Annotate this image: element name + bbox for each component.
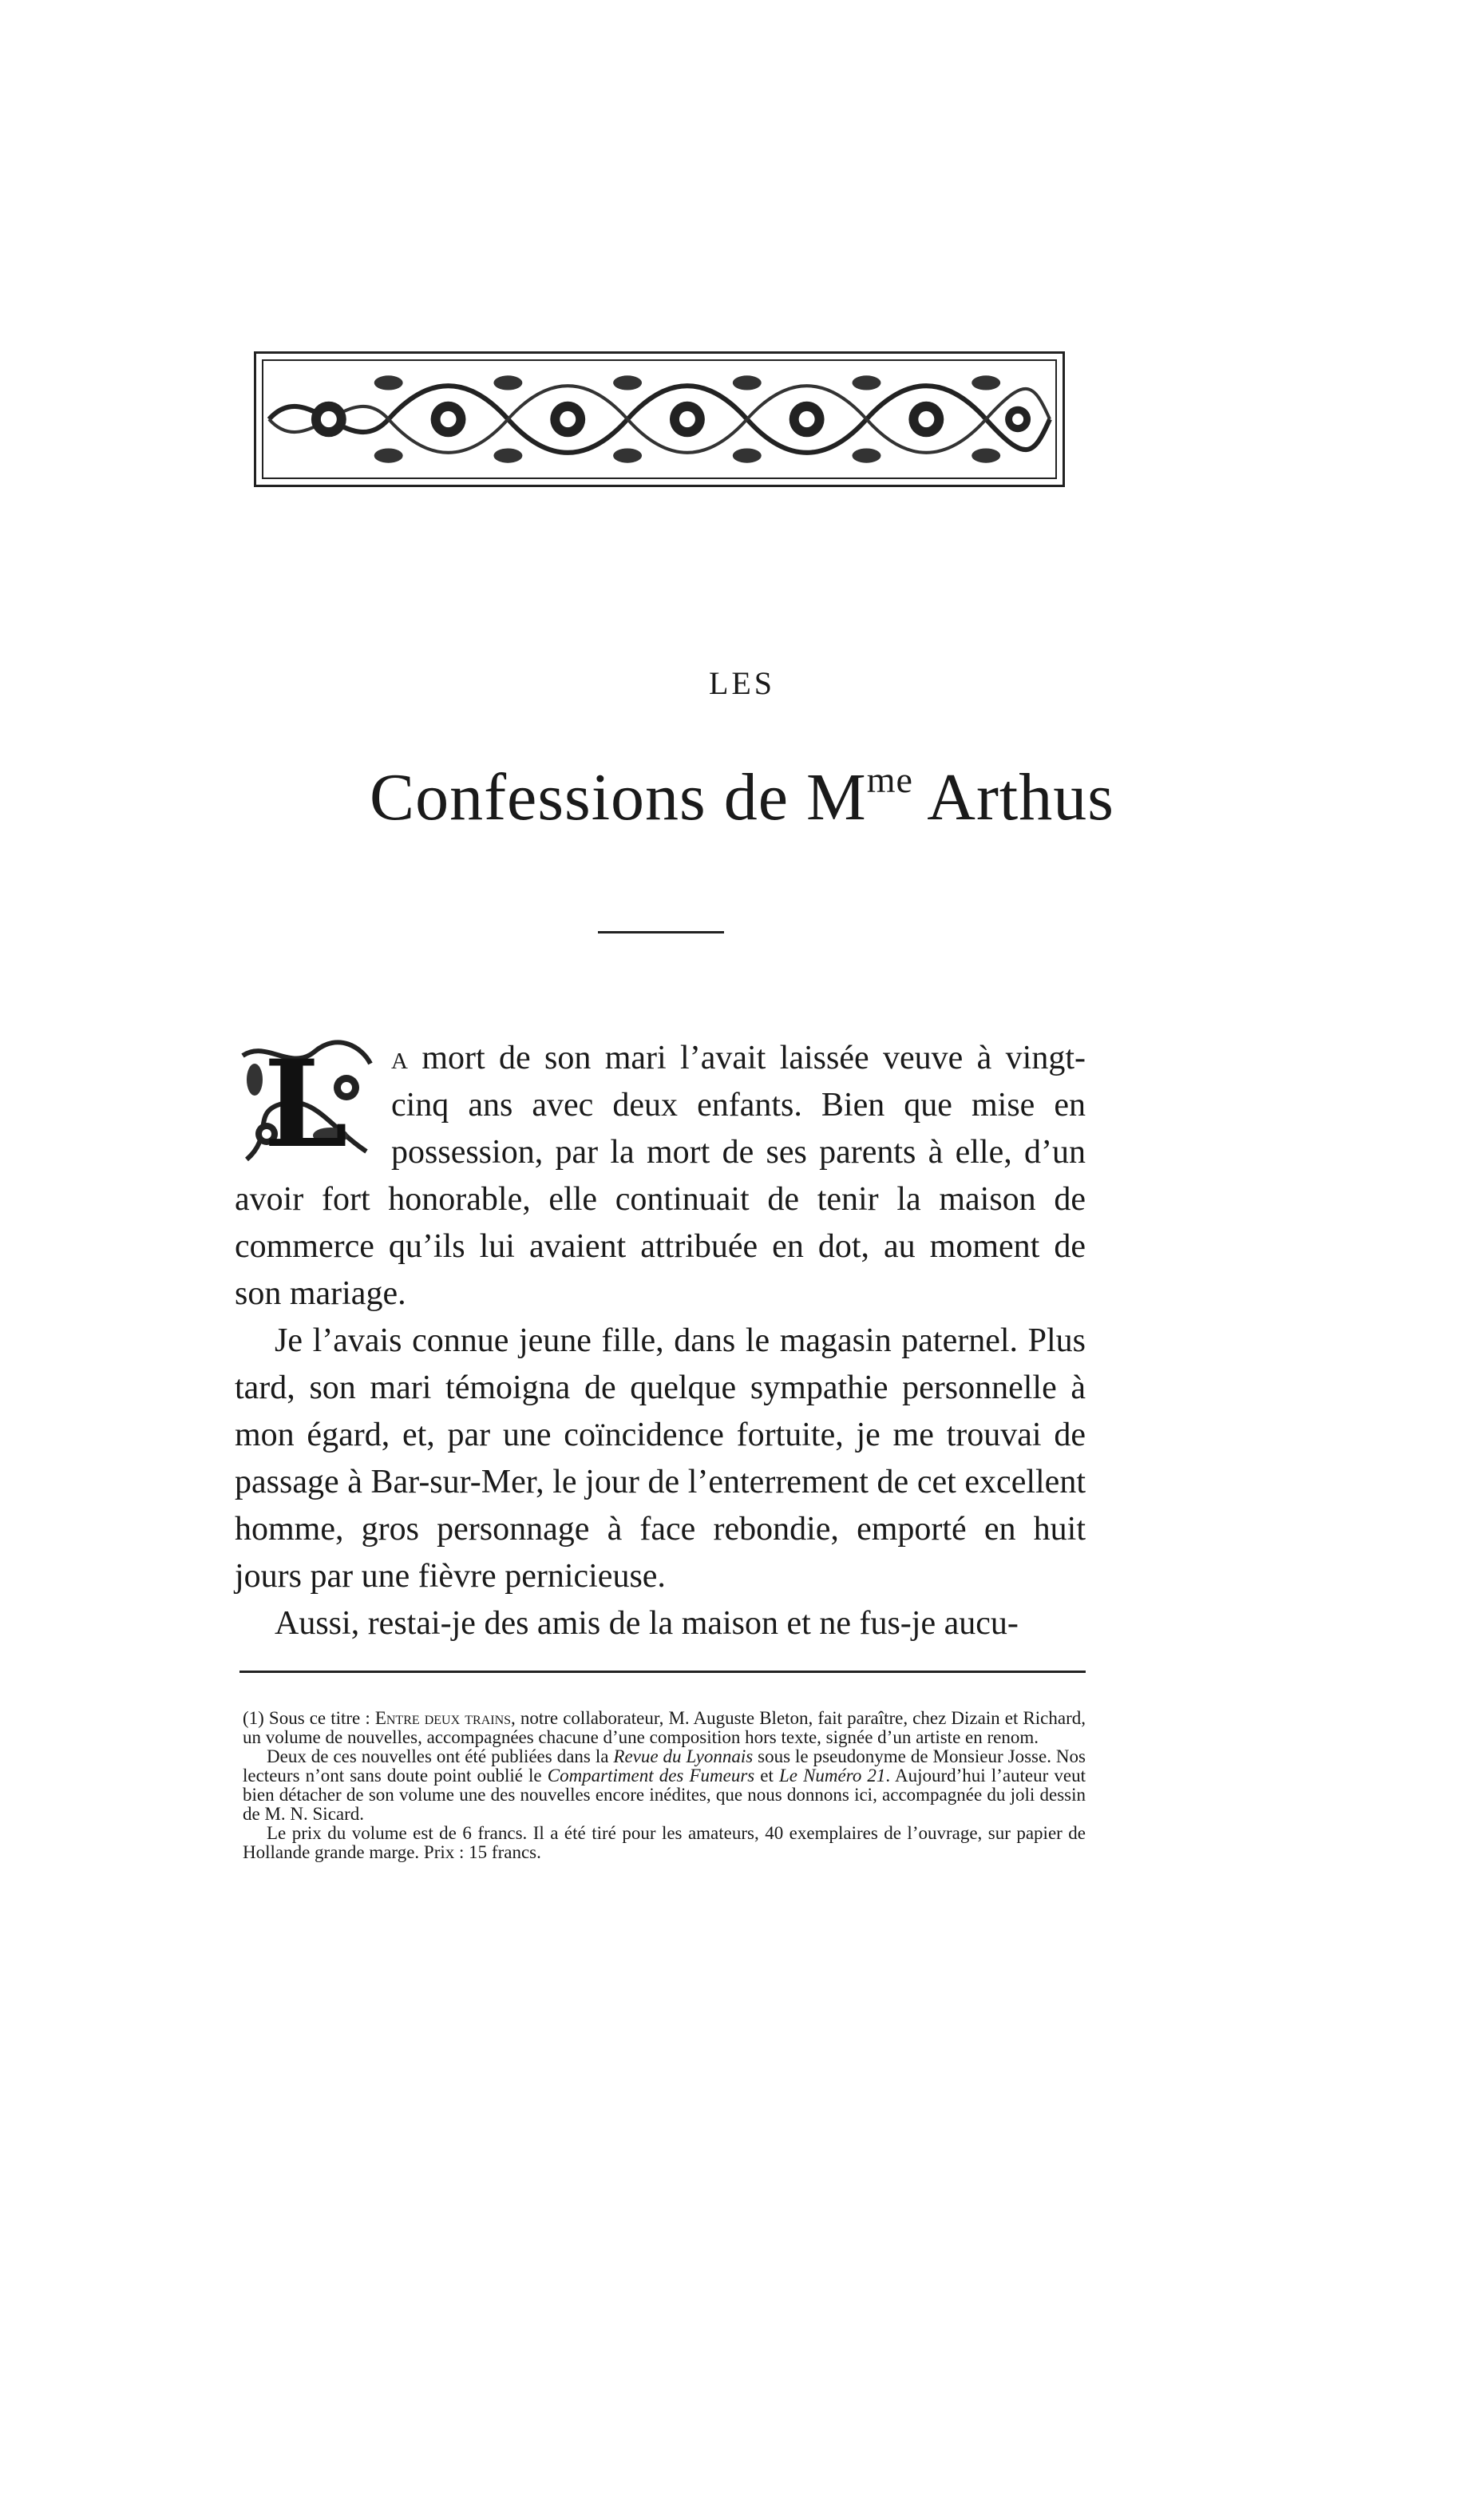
title-superscript: me — [866, 759, 913, 800]
page-title — [0, 759, 1484, 836]
dropcap-continuation: a — [391, 1040, 408, 1076]
title-main: Confessions de M — [370, 760, 867, 834]
footnote-1-text-a: (1) Sous ce titre : — [243, 1708, 375, 1728]
footnotes — [243, 1709, 1086, 1862]
paragraph-1-text: mort de son mari l’avait laissée veuve à vingt-cinq ans avec deux enfants. Bien que mise en possession, par la mort de ses parents à elle, d’un avoir fort honorable, elle continuait de tenir la maison de commerce qu’ils lui avaient attribuée en dot, au moment de son mariage. — [235, 1040, 1086, 1312]
footnote-1-text-b: , notre collaborateur, M. Auguste Bleton, fait paraître, chez Dizain et Richard, un volume de nouvelles, accompagnées chacune d’une composition hors texte, signée d’un artiste en renom. — [243, 1708, 1086, 1747]
title-divider — [598, 931, 724, 933]
title-end: Arthus — [912, 760, 1114, 834]
footnote-2-text-c: et — [754, 1766, 779, 1786]
dropcap-letter: L — [263, 1034, 348, 1175]
body-text — [235, 1035, 1086, 1647]
paragraph-2: Je l’avais connue jeune fille, dans le magasin paternel. Plus tard, son mari témoigna de quelque sympathie personnelle à mon égard, et, par une coïncidence fortuite, je me trouvai de passage à Bar-sur-Mer, le jour de l’enterrement de cet excellent homme, gros personnage à face rebondie, emporté en huit jours par une fièvre pernicieuse. — [235, 1322, 1086, 1595]
footnote-2-compartiment: Compartiment des Fumeurs — [547, 1766, 755, 1786]
footnote-divider — [239, 1671, 1086, 1673]
ornamental-dropcap — [235, 1034, 377, 1175]
floral-headpiece-ornament — [254, 351, 1065, 487]
paragraph-1 — [235, 1035, 1086, 1318]
footnote-2-numero: Le Numéro 21 — [778, 1766, 886, 1786]
footnote-1 — [243, 1709, 1086, 1747]
footnote-2-text-a: Deux de ces nouvelles ont été publiées dans la — [267, 1746, 614, 1766]
footnote-2-text-d: . Aujourd’hui l’auteur veut bien détacher de son volume une des nouvelles encore inédites, que nous donnons ici, accompagnée du joli dessin de M. N. Sicard. — [243, 1766, 1086, 1824]
footnote-2-revue: Revue du Lyonnais — [613, 1746, 754, 1766]
ornament-vine-icon — [261, 359, 1058, 480]
footnote-2-text-b: sous le pseudonyme de Monsieur Josse. Nos lecteurs n’ont sans doute point oublié le — [243, 1746, 1086, 1786]
footnote-2 — [243, 1747, 1086, 1824]
footnote-3: Le prix du volume est de 6 francs. Il a été tiré pour les amateurs, 40 exemplaires de l’ouvrage, sur papier de Hollande grande marge. Prix : 15 francs. — [243, 1823, 1086, 1862]
footnote-1-book-title: Entre deux trains — [374, 1708, 512, 1728]
paragraph-3: Aussi, restai-je des amis de la maison et ne fus-je aucu- — [275, 1605, 1019, 1642]
section-subtitle: LES — [708, 665, 776, 701]
